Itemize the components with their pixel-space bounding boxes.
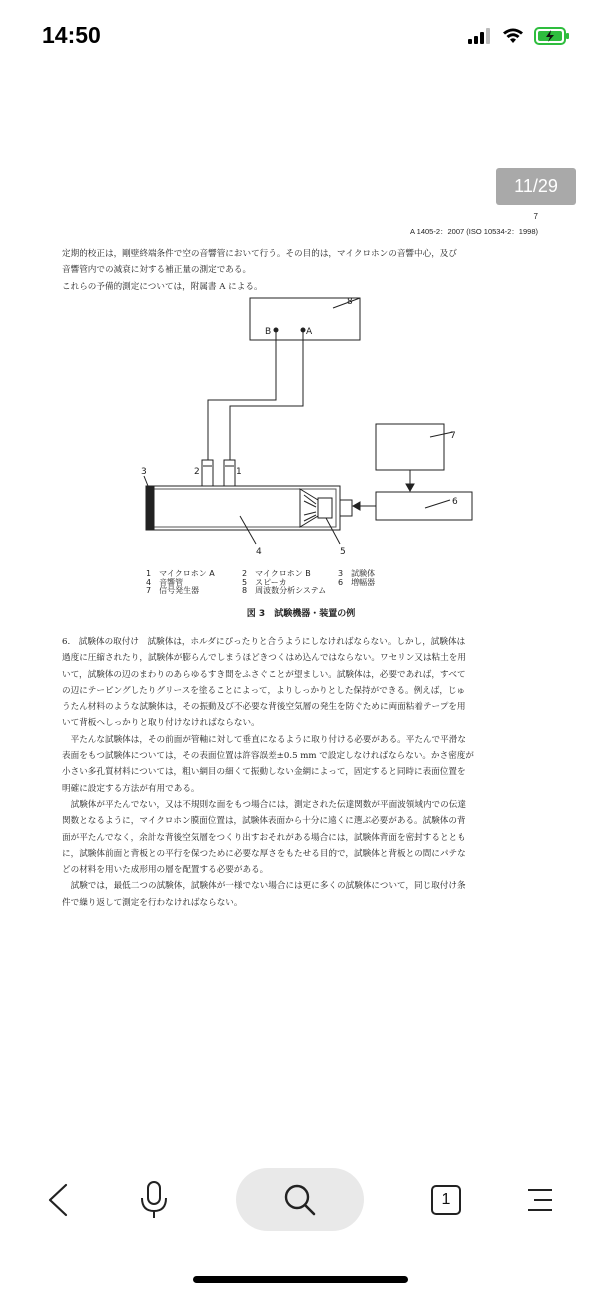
standard-header: A 1405-2：2007 (ISO 10534-2：1998) xyxy=(409,227,538,236)
search-button[interactable] xyxy=(236,1168,364,1231)
callout-1: 1 xyxy=(236,467,242,477)
document-page xyxy=(60,210,542,940)
legend-item: 7 信号発生器 xyxy=(146,586,200,595)
figure-legend xyxy=(146,570,418,596)
impedance-tube xyxy=(146,486,340,530)
legend-item: 3 試験体 xyxy=(338,569,376,578)
battery-icon xyxy=(534,27,570,45)
callout-2: 2 xyxy=(194,467,200,477)
status-icons xyxy=(468,27,570,45)
microphone-a xyxy=(224,460,235,486)
speaker xyxy=(300,489,318,527)
callout-4: 4 xyxy=(256,547,262,557)
menu-icon xyxy=(526,1186,554,1214)
microphone-icon xyxy=(138,1180,170,1220)
callout-5: 5 xyxy=(340,547,346,557)
page-indicator: 11/29 xyxy=(496,168,576,205)
status-time: 14:50 xyxy=(42,22,101,48)
section-6-text: 6. 試験体の取付け 試験体は，ホルダにぴったりと合うようにしなければならない。しかし，試験体は 過度に圧縮されたり，試験体が膨らんでしまうほどきつくはめ込んではならない。ワセリン又は粘土を用 いて，試験体の辺のまわりのあらゆるすき間をふさぐことが望ましい。試験体は，必要であれば，すべて の辺にテーピングしたりグリースを塗ることによって，よりしっかりとした保持ができる。例えば，じゅ うたん材料のような試験体は，その振動及び不必要な背後空気層の発生を防ぐために両面粘着テープを用 いて背板へしっかりと取り付けなければならない。 平たんな試験体は，その前面が管軸に対して垂直になるように取り付ける必要がある。平たんで平滑な 表面をもつ試験体については，その表面位置は許容誤差±0.5 mm で設定しなければならない。かさ密度が 小さい多孔質材料については，粗い網目の細くて振動しない金網によって，固定すると同時に表面位置を 明確に設定する方法が有用である。 試験体が平たんでない，又は不規則な面をもつ場合には，測定された伝達関数が平面波領域内での伝達 関数となるように，マイクロホン膜面位置は，試験体表面から十分に遠くに選ぶ必要がある。試験体の背 面が平たんでなく，余計な背後空気層をつくり出すおそれがある場合には，試験体背面を密封するととも に，試験体前面と背板との平行を保つために必要な厚さをもたせる目的で，試験体と背板との間にパテな どの材料を用いた成形用の層を配置する必要がある。 試験では，最低二つの試験体，試験体が一様でない場合には更に多くの試験体について，同じ取付け条 件で繰り返して測定を行わなければならない。 xyxy=(62,637,474,908)
intro-paragraph: 定期的校正は，剛壁終端条件で空の音響管において行う。その目的は，マイクロホンの音響中心，及び 音響管内での減衰に対する補正量の測定である。 これらの予備的測定については，附属書 A による。 xyxy=(62,249,457,292)
callout-8: 8 xyxy=(347,297,353,307)
page-number: 7 xyxy=(533,212,538,221)
bottom-nav-bar xyxy=(0,1160,600,1240)
test-specimen xyxy=(146,486,154,530)
legend-item: 8 周波数分析システム xyxy=(242,586,327,595)
wifi-icon xyxy=(502,28,524,44)
legend-item: 5 スピーカ xyxy=(242,577,287,587)
figure-3-diagram xyxy=(60,210,542,570)
legend-item: 1 マイクロホン A xyxy=(146,569,215,578)
tabs-icon xyxy=(431,1185,461,1215)
callout-7: 7 xyxy=(450,431,456,441)
tabs-button[interactable] xyxy=(416,1160,476,1240)
signal-icon xyxy=(468,28,492,44)
microphone-b xyxy=(202,460,213,486)
search-icon xyxy=(283,1183,317,1217)
menu-button[interactable] xyxy=(510,1160,570,1240)
legend-row xyxy=(146,587,418,596)
legend-item: 6 増幅器 xyxy=(338,577,376,587)
back-button[interactable] xyxy=(28,1160,88,1240)
mic-label-a: A xyxy=(306,327,313,337)
voice-search-button[interactable] xyxy=(124,1160,184,1240)
callout-6: 6 xyxy=(452,497,458,507)
legend-item: 4 音響管 xyxy=(146,577,184,587)
callout-3: 3 xyxy=(141,467,147,477)
home-indicator[interactable] xyxy=(193,1276,408,1283)
tab-count: 1 xyxy=(441,1191,451,1208)
legend-item xyxy=(338,587,418,596)
legend-item: 2 マイクロホン B xyxy=(242,569,311,578)
mic-label-b: B xyxy=(265,327,272,337)
signal-generator-box xyxy=(376,424,444,470)
back-icon xyxy=(46,1183,70,1217)
status-bar xyxy=(0,0,600,70)
figure-caption: 図 3 試験機器・装置の例 xyxy=(246,609,356,619)
